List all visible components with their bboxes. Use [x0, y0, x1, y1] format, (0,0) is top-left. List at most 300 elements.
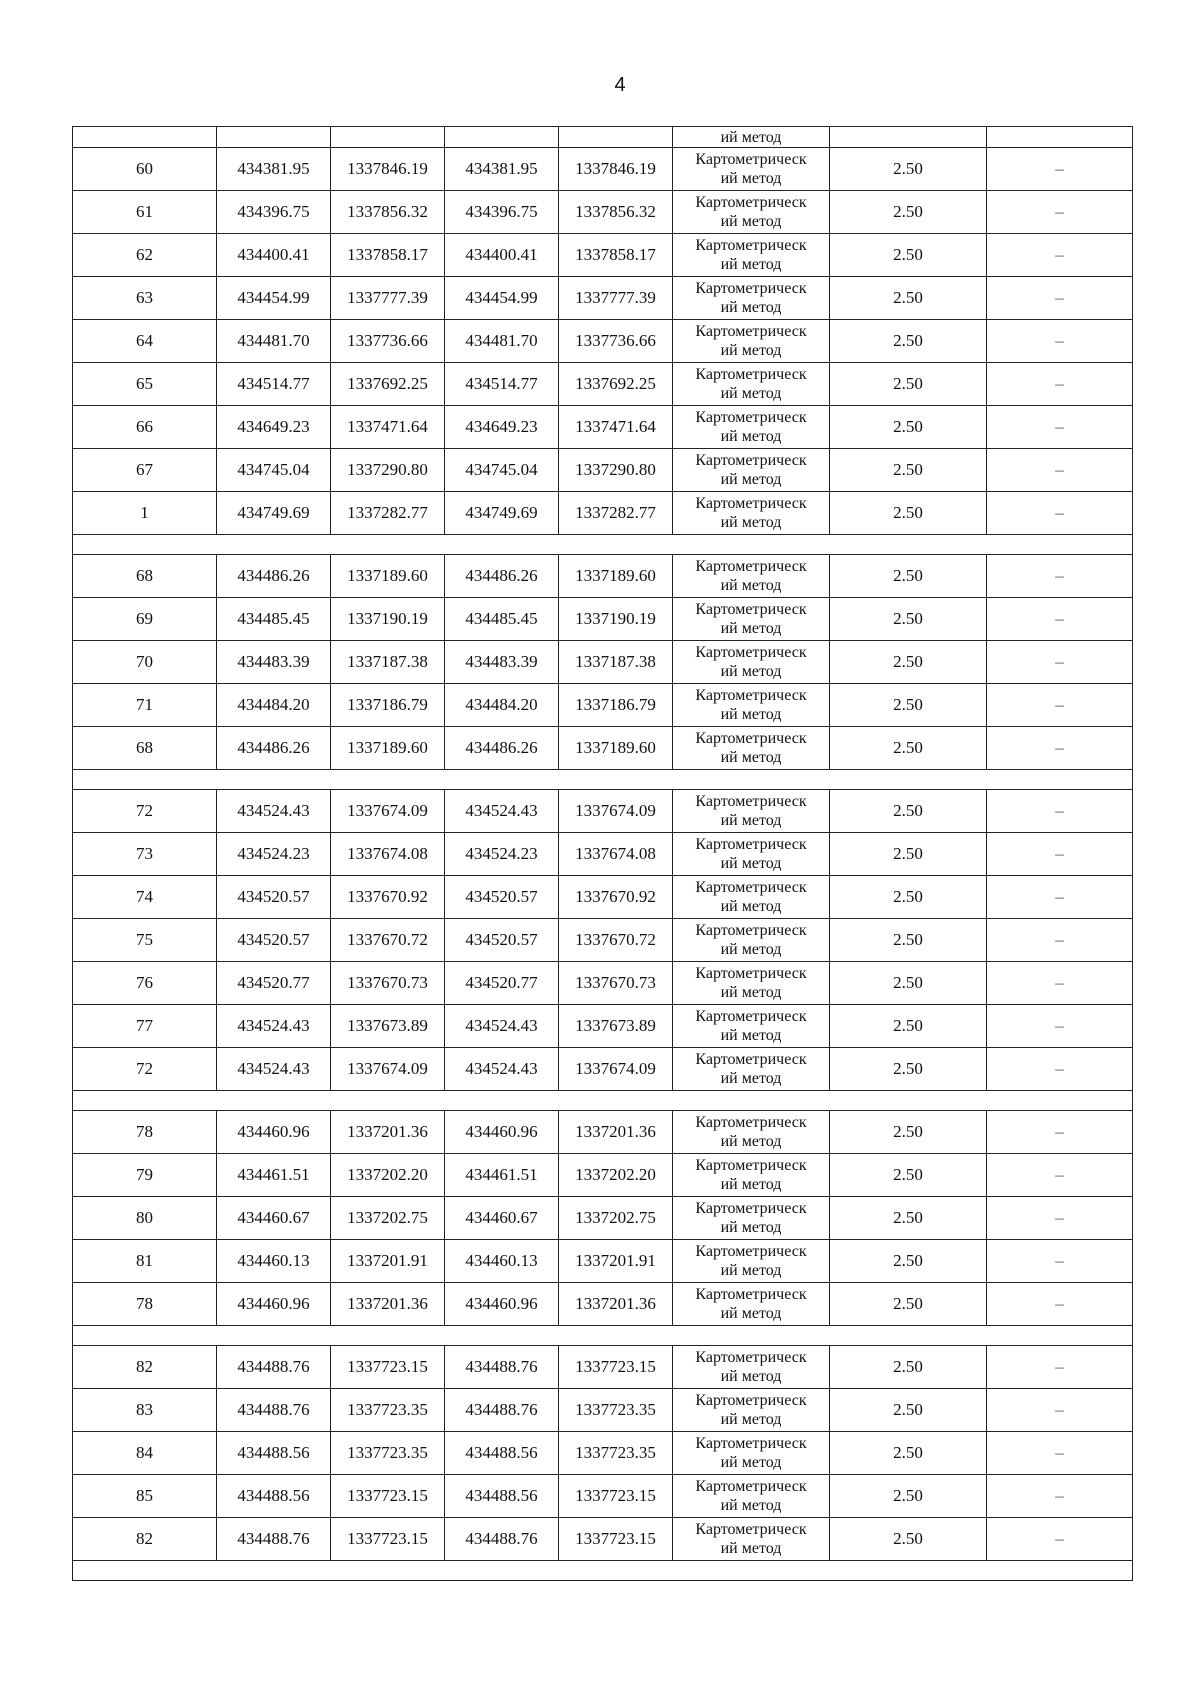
table-row	[73, 876, 1133, 919]
cell-x-new: 434488.56	[445, 1432, 559, 1475]
cell-precision: 2.50	[830, 277, 987, 320]
cell-y-existing: 1337674.09	[331, 1048, 445, 1091]
cell-method	[673, 1048, 830, 1091]
cell-x-new: 434460.96	[445, 1111, 559, 1154]
cell-empty	[445, 127, 559, 148]
table-row	[73, 363, 1133, 406]
cell-x-existing: 434483.39	[217, 641, 331, 684]
cell-empty	[559, 127, 673, 148]
separator-cell	[73, 1091, 1133, 1111]
cell-y-new: 1337674.08	[559, 833, 673, 876]
cell-precision: 2.50	[830, 1475, 987, 1518]
cell-x-new: 434749.69	[445, 492, 559, 535]
method-label-line2: ий метод	[720, 471, 782, 488]
cell-x-new: 434481.70	[445, 320, 559, 363]
cell-x-existing: 434460.96	[217, 1283, 331, 1326]
cell-x-new: 434524.43	[445, 1048, 559, 1091]
separator-cell	[73, 535, 1133, 555]
method-label-line1: Картометрическ	[695, 237, 807, 254]
cell-precision: 2.50	[830, 1005, 987, 1048]
cell-point-number: 76	[73, 962, 217, 1005]
cell-y-existing: 1337471.64	[331, 406, 445, 449]
cell-x-new: 434524.43	[445, 790, 559, 833]
cell-point-number: 69	[73, 598, 217, 641]
method-label-line1: Картометрическ	[695, 558, 807, 575]
cell-method	[673, 449, 830, 492]
separator-cell	[73, 1561, 1133, 1581]
cell-method	[673, 148, 830, 191]
cell-precision: 2.50	[830, 641, 987, 684]
method-label-line1: Картометрическ	[695, 1114, 807, 1131]
table-row	[73, 320, 1133, 363]
method-label-line2: ий метод	[720, 1176, 782, 1193]
cell-precision: 2.50	[830, 1240, 987, 1283]
cell-method	[673, 790, 830, 833]
cell-method	[673, 406, 830, 449]
cell-x-new: 434488.76	[445, 1518, 559, 1561]
cell-precision: 2.50	[830, 555, 987, 598]
method-label-line1: Картометрическ	[695, 1478, 807, 1495]
cell-y-new: 1337290.80	[559, 449, 673, 492]
separator-cell	[73, 770, 1133, 790]
method-label-line1: Картометрическ	[695, 1435, 807, 1452]
cell-x-existing: 434524.43	[217, 790, 331, 833]
cell-y-existing: 1337670.73	[331, 962, 445, 1005]
method-label-line1: Картометрическ	[695, 1243, 807, 1260]
table-row	[73, 191, 1133, 234]
cell-point-number: 62	[73, 234, 217, 277]
cell-x-new: 434524.23	[445, 833, 559, 876]
method-label-line2: ий метод	[720, 1368, 782, 1385]
cell-x-existing: 434745.04	[217, 449, 331, 492]
cell-point-number: 68	[73, 555, 217, 598]
cell-x-new: 434486.26	[445, 727, 559, 770]
cell-y-new: 1337187.38	[559, 641, 673, 684]
method-label-line2: ий метод	[720, 812, 782, 829]
cell-x-new: 434461.51	[445, 1154, 559, 1197]
cell-y-new: 1337190.19	[559, 598, 673, 641]
cell-x-existing: 434520.57	[217, 919, 331, 962]
cell-method	[673, 277, 830, 320]
cell-x-new: 434488.56	[445, 1475, 559, 1518]
cell-point-number: 79	[73, 1154, 217, 1197]
cell-x-new: 434484.20	[445, 684, 559, 727]
cell-y-existing: 1337190.19	[331, 598, 445, 641]
table-row	[73, 919, 1133, 962]
cell-y-new: 1337674.09	[559, 790, 673, 833]
cell-y-existing: 1337189.60	[331, 555, 445, 598]
table-row	[73, 277, 1133, 320]
cell-x-new: 434524.43	[445, 1005, 559, 1048]
cell-method	[673, 1283, 830, 1326]
cell-note: –	[987, 492, 1133, 535]
separator-cell	[73, 1326, 1133, 1346]
table-row	[73, 555, 1133, 598]
table-row	[73, 1154, 1133, 1197]
cell-precision: 2.50	[830, 727, 987, 770]
cell-y-new: 1337723.15	[559, 1518, 673, 1561]
cell-x-existing: 434486.26	[217, 727, 331, 770]
cell-point-number: 67	[73, 449, 217, 492]
table-row	[73, 1346, 1133, 1389]
cell-point-number: 65	[73, 363, 217, 406]
cell-y-existing: 1337736.66	[331, 320, 445, 363]
cell-note: –	[987, 363, 1133, 406]
cell-y-existing: 1337202.20	[331, 1154, 445, 1197]
cell-empty	[331, 127, 445, 148]
cell-x-new: 434486.26	[445, 555, 559, 598]
cell-precision: 2.50	[830, 919, 987, 962]
method-label-line2: ий метод	[720, 1411, 782, 1428]
cell-note: –	[987, 1475, 1133, 1518]
method-label-line2: ий метод	[720, 299, 782, 316]
cell-x-existing: 434488.76	[217, 1518, 331, 1561]
cell-point-number: 64	[73, 320, 217, 363]
cell-point-number: 71	[73, 684, 217, 727]
cell-precision: 2.50	[830, 1111, 987, 1154]
cell-x-existing: 434484.20	[217, 684, 331, 727]
cell-y-new: 1337201.36	[559, 1283, 673, 1326]
cell-precision: 2.50	[830, 363, 987, 406]
cell-x-new: 434454.99	[445, 277, 559, 320]
cell-x-new: 434460.96	[445, 1283, 559, 1326]
table-row	[73, 598, 1133, 641]
cell-point-number: 82	[73, 1346, 217, 1389]
table-row	[73, 492, 1133, 535]
cell-y-new: 1337723.35	[559, 1389, 673, 1432]
cell-y-existing: 1337846.19	[331, 148, 445, 191]
method-label-line1: Картометрическ	[695, 687, 807, 704]
cell-method	[673, 1240, 830, 1283]
table-row	[73, 406, 1133, 449]
cell-note: –	[987, 790, 1133, 833]
table-row	[73, 962, 1133, 1005]
cell-precision: 2.50	[830, 684, 987, 727]
cell-method	[673, 1518, 830, 1561]
cell-method	[673, 684, 830, 727]
method-label-line2: ий метод	[720, 984, 782, 1001]
method-label-line2: ий метод	[720, 706, 782, 723]
cell-method	[673, 492, 830, 535]
method-label-line2: ий метод	[720, 1219, 782, 1236]
cell-method	[673, 598, 830, 641]
cell-precision: 2.50	[830, 598, 987, 641]
cell-point-number: 74	[73, 876, 217, 919]
cell-x-existing: 434524.43	[217, 1048, 331, 1091]
cell-precision: 2.50	[830, 1346, 987, 1389]
cell-y-existing: 1337187.38	[331, 641, 445, 684]
table-row	[73, 684, 1133, 727]
cell-y-new: 1337670.72	[559, 919, 673, 962]
group-separator-row	[73, 1326, 1133, 1346]
cell-x-existing: 434486.26	[217, 555, 331, 598]
method-label-line2: ий метод	[720, 213, 782, 230]
cell-y-existing: 1337201.91	[331, 1240, 445, 1283]
cell-precision: 2.50	[830, 148, 987, 191]
cell-point-number: 80	[73, 1197, 217, 1240]
coordinates-table-body	[73, 127, 1133, 1581]
method-label-line2: ий метод	[720, 514, 782, 531]
cell-point-number: 70	[73, 641, 217, 684]
cell-method	[673, 363, 830, 406]
cell-method	[673, 234, 830, 277]
cell-precision: 2.50	[830, 1389, 987, 1432]
cell-point-number: 81	[73, 1240, 217, 1283]
method-label-line1: Картометрическ	[695, 323, 807, 340]
cell-method	[673, 919, 830, 962]
cell-x-existing: 434485.45	[217, 598, 331, 641]
method-label-line2: ий метод	[720, 385, 782, 402]
cell-x-existing: 434649.23	[217, 406, 331, 449]
method-label-line1: Картометрическ	[695, 793, 807, 810]
cell-y-new: 1337856.32	[559, 191, 673, 234]
cell-x-existing: 434460.67	[217, 1197, 331, 1240]
cell-note: –	[987, 1111, 1133, 1154]
cell-y-new: 1337670.73	[559, 962, 673, 1005]
cell-note: –	[987, 641, 1133, 684]
cell-precision: 2.50	[830, 406, 987, 449]
cell-x-new: 434400.41	[445, 234, 559, 277]
cell-method	[673, 1346, 830, 1389]
cell-x-new: 434381.95	[445, 148, 559, 191]
cell-x-existing: 434460.96	[217, 1111, 331, 1154]
cell-y-new: 1337692.25	[559, 363, 673, 406]
cell-y-new: 1337202.20	[559, 1154, 673, 1197]
method-label-line1: Картометрическ	[695, 1286, 807, 1303]
cell-note: –	[987, 234, 1133, 277]
method-label-line2: ий метод	[720, 620, 782, 637]
cell-x-existing: 434454.99	[217, 277, 331, 320]
cell-y-new: 1337471.64	[559, 406, 673, 449]
cell-note: –	[987, 1346, 1133, 1389]
cell-x-new: 434520.57	[445, 876, 559, 919]
cell-x-existing: 434481.70	[217, 320, 331, 363]
method-label-line1: Картометрическ	[695, 1157, 807, 1174]
cell-method	[673, 1111, 830, 1154]
cell-precision: 2.50	[830, 1048, 987, 1091]
cell-point-number: 63	[73, 277, 217, 320]
cell-note: –	[987, 148, 1133, 191]
cell-y-existing: 1337202.75	[331, 1197, 445, 1240]
cell-point-number: 77	[73, 1005, 217, 1048]
method-label-line2: ий метод	[720, 749, 782, 766]
group-separator-row	[73, 1091, 1133, 1111]
method-label-line1: Картометрическ	[695, 366, 807, 383]
method-label-line2: ий метод	[720, 342, 782, 359]
method-label-line1: Картометрическ	[695, 1008, 807, 1025]
cell-y-new: 1337674.09	[559, 1048, 673, 1091]
cell-method	[673, 320, 830, 363]
cell-note: –	[987, 727, 1133, 770]
cell-note: –	[987, 1518, 1133, 1561]
cell-x-existing: 434749.69	[217, 492, 331, 535]
cell-y-existing: 1337201.36	[331, 1283, 445, 1326]
method-label-line1: Картометрическ	[695, 280, 807, 297]
cell-y-new: 1337846.19	[559, 148, 673, 191]
cell-y-new: 1337189.60	[559, 555, 673, 598]
cell-y-new: 1337186.79	[559, 684, 673, 727]
cell-point-number: 82	[73, 1518, 217, 1561]
cell-point-number: 68	[73, 727, 217, 770]
cell-y-existing: 1337723.35	[331, 1432, 445, 1475]
method-label-line2: ий метод	[720, 1262, 782, 1279]
cell-x-existing: 434461.51	[217, 1154, 331, 1197]
method-label-line2: ий метод	[720, 1027, 782, 1044]
table-row	[73, 790, 1133, 833]
cell-y-existing: 1337282.77	[331, 492, 445, 535]
table-row	[73, 449, 1133, 492]
cell-x-existing: 434488.76	[217, 1389, 331, 1432]
cell-x-new: 434745.04	[445, 449, 559, 492]
cell-note: –	[987, 876, 1133, 919]
cell-precision: 2.50	[830, 790, 987, 833]
cell-y-existing: 1337723.15	[331, 1346, 445, 1389]
method-label-line2: ий метод	[720, 1497, 782, 1514]
cell-x-new: 434483.39	[445, 641, 559, 684]
cell-y-existing: 1337856.32	[331, 191, 445, 234]
table-row	[73, 1111, 1133, 1154]
cell-y-new: 1337673.89	[559, 1005, 673, 1048]
cell-x-new: 434396.75	[445, 191, 559, 234]
cell-x-existing: 434460.13	[217, 1240, 331, 1283]
cell-empty	[987, 127, 1133, 148]
cell-y-existing: 1337723.15	[331, 1475, 445, 1518]
table-row	[73, 1283, 1133, 1326]
table-row	[73, 1389, 1133, 1432]
cell-method	[673, 641, 830, 684]
cell-note: –	[987, 277, 1133, 320]
method-label-line2: ий метод	[720, 1540, 782, 1557]
cell-method	[673, 876, 830, 919]
cell-y-existing: 1337670.92	[331, 876, 445, 919]
table-row	[73, 727, 1133, 770]
cell-y-existing: 1337692.25	[331, 363, 445, 406]
cell-method	[673, 191, 830, 234]
method-label-line2: ий метод	[720, 1454, 782, 1471]
cell-point-number: 60	[73, 148, 217, 191]
cell-y-new: 1337723.15	[559, 1475, 673, 1518]
cell-note: –	[987, 1240, 1133, 1283]
cell-note: –	[987, 555, 1133, 598]
group-separator-row	[73, 1561, 1133, 1581]
cell-note: –	[987, 1197, 1133, 1240]
method-label-line2: ий метод	[720, 428, 782, 445]
method-label-line1: Картометрическ	[695, 1051, 807, 1068]
method-label-line1: Картометрическ	[695, 836, 807, 853]
cell-method	[673, 1197, 830, 1240]
table-row	[73, 1475, 1133, 1518]
cell-x-existing: 434396.75	[217, 191, 331, 234]
cell-y-new: 1337189.60	[559, 727, 673, 770]
method-label-line2: ий метод	[720, 1070, 782, 1087]
cell-y-existing: 1337674.09	[331, 790, 445, 833]
table-row	[73, 1518, 1133, 1561]
cell-point-number: 75	[73, 919, 217, 962]
cell-note: –	[987, 1389, 1133, 1432]
cell-precision: 2.50	[830, 833, 987, 876]
cell-x-new: 434520.77	[445, 962, 559, 1005]
cell-note: –	[987, 320, 1133, 363]
cell-y-existing: 1337186.79	[331, 684, 445, 727]
method-label-line2: ий метод	[720, 1305, 782, 1322]
method-label-line2: ий метод	[720, 941, 782, 958]
cell-precision: 2.50	[830, 962, 987, 1005]
cell-point-number: 1	[73, 492, 217, 535]
cell-x-existing: 434488.56	[217, 1475, 331, 1518]
method-label-line1: Картометрическ	[695, 1521, 807, 1538]
cell-x-new: 434460.13	[445, 1240, 559, 1283]
cell-note: –	[987, 684, 1133, 727]
cell-y-existing: 1337201.36	[331, 1111, 445, 1154]
cell-y-new: 1337201.91	[559, 1240, 673, 1283]
method-label-line1: Картометрическ	[695, 409, 807, 426]
method-label-line1: Картометрическ	[695, 1200, 807, 1217]
cell-note: –	[987, 962, 1133, 1005]
cell-y-existing: 1337723.35	[331, 1389, 445, 1432]
cell-precision: 2.50	[830, 191, 987, 234]
cell-x-existing: 434520.77	[217, 962, 331, 1005]
cell-method	[673, 1475, 830, 1518]
method-label-line2: ий метод	[720, 577, 782, 594]
method-label-line2: ий метод	[720, 1133, 782, 1150]
cell-method	[673, 1389, 830, 1432]
table-row	[73, 1197, 1133, 1240]
method-label-line1: Картометрическ	[695, 730, 807, 747]
cell-y-new: 1337723.35	[559, 1432, 673, 1475]
cell-point-number: 78	[73, 1283, 217, 1326]
cell-method	[673, 1154, 830, 1197]
cell-x-new: 434649.23	[445, 406, 559, 449]
cell-note: –	[987, 1432, 1133, 1475]
group-separator-row	[73, 535, 1133, 555]
cell-precision: 2.50	[830, 1154, 987, 1197]
method-label-line2: ий метод	[720, 898, 782, 915]
continuation-row	[73, 127, 1133, 148]
method-label-line1: Картометрическ	[695, 151, 807, 168]
cell-y-new: 1337723.15	[559, 1346, 673, 1389]
table-row	[73, 1240, 1133, 1283]
method-label-line2: ий метод	[720, 855, 782, 872]
table-row	[73, 1432, 1133, 1475]
cell-x-new: 434488.76	[445, 1389, 559, 1432]
cell-precision: 2.50	[830, 876, 987, 919]
cell-empty	[217, 127, 331, 148]
cell-x-existing: 434520.57	[217, 876, 331, 919]
cell-x-existing: 434514.77	[217, 363, 331, 406]
cell-point-number: 72	[73, 790, 217, 833]
cell-y-new: 1337858.17	[559, 234, 673, 277]
method-label-line1: Картометрическ	[695, 879, 807, 896]
group-separator-row	[73, 770, 1133, 790]
cell-y-new: 1337670.92	[559, 876, 673, 919]
cell-point-number: 78	[73, 1111, 217, 1154]
cell-precision: 2.50	[830, 1432, 987, 1475]
cell-method	[673, 555, 830, 598]
method-label-line2: ий метод	[720, 256, 782, 273]
cell-x-existing: 434400.41	[217, 234, 331, 277]
cell-note: –	[987, 1048, 1133, 1091]
cell-y-existing: 1337670.72	[331, 919, 445, 962]
cell-y-new: 1337202.75	[559, 1197, 673, 1240]
cell-note: –	[987, 1283, 1133, 1326]
cell-note: –	[987, 1005, 1133, 1048]
cell-y-existing: 1337777.39	[331, 277, 445, 320]
cell-x-existing: 434488.56	[217, 1432, 331, 1475]
method-label-line1: Картометрическ	[695, 922, 807, 939]
cell-x-existing: 434381.95	[217, 148, 331, 191]
cell-method	[673, 833, 830, 876]
cell-x-new: 434485.45	[445, 598, 559, 641]
